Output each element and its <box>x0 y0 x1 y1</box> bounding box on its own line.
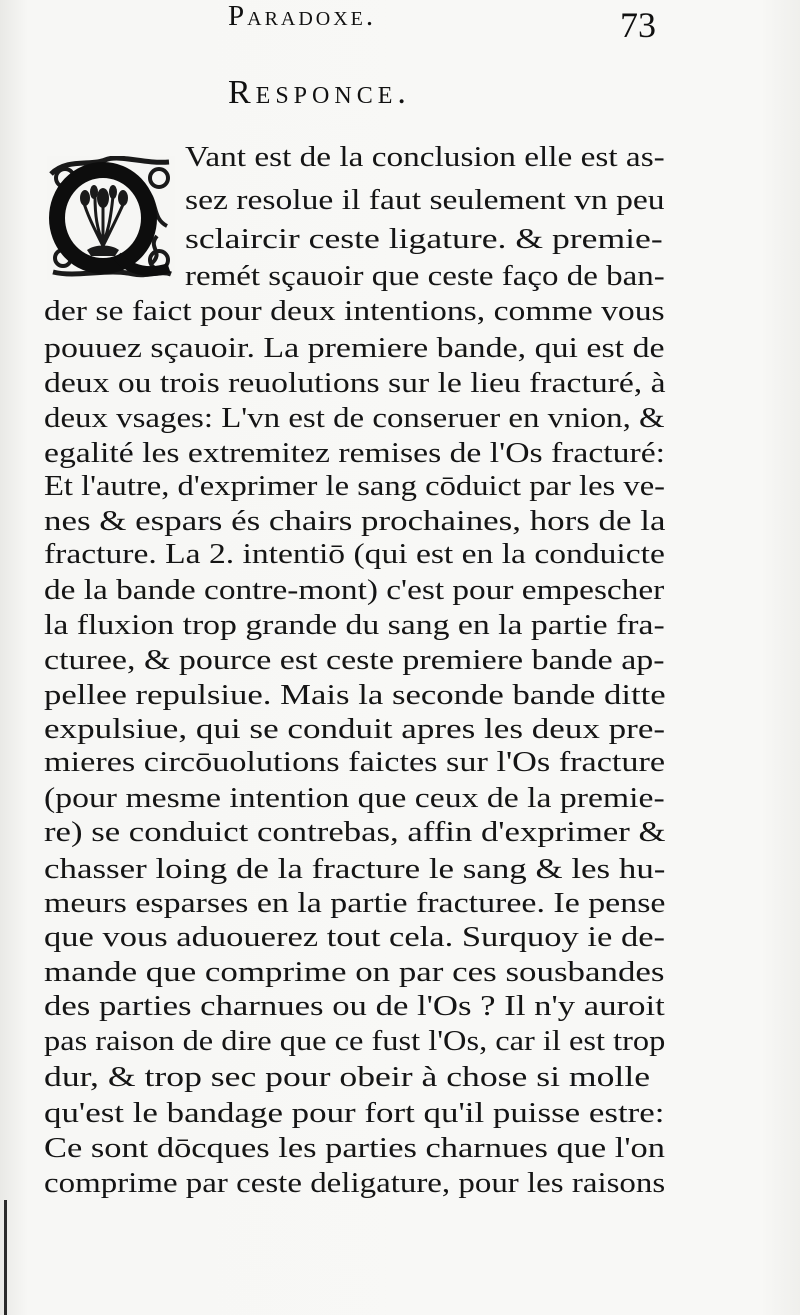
text-line: la fluxion trop grande du sang en la partie fra- <box>44 610 665 641</box>
page-header <box>0 0 800 48</box>
text-line: mieres circōuolutions faictes sur l'Os fracture <box>44 747 666 778</box>
text-line: pas raison de dire que ce fust l'Os, car il est trop <box>44 1026 666 1057</box>
text-line: deux vsages: L'vn est de conseruer en vnion, & <box>44 403 665 434</box>
text-line: comprime par ceste deligature, pour les raisons <box>44 1168 666 1199</box>
text-line: remét sçauoir que ceste faço de ban- <box>185 261 665 292</box>
text-line: pouuez sçauoir. La premiere bande, qui est de <box>44 333 665 364</box>
decorated-initial-q-icon <box>47 156 175 280</box>
text-line: Et l'autre, d'exprimer le sang cōduict par les ve- <box>44 471 666 502</box>
text-line: chasser loing de la fracture le sang & les hu- <box>44 854 666 885</box>
text-line: pellee repulsiue. Mais la seconde bande ditte <box>44 680 666 711</box>
text-line: (pour mesme intention que ceux de la premie- <box>44 783 665 814</box>
text-line: egalité les extremitez remises de l'Os fracturé: <box>44 438 666 469</box>
text-line: deux ou trois reuolutions sur le lieu fracturé, à <box>44 368 666 399</box>
text-line: Ce sont dōcques les parties charnues que l'on <box>44 1133 665 1164</box>
section-title: Responce. <box>228 74 411 111</box>
text-line: des parties charnues ou de l'Os ? Il n'y auroit <box>44 991 665 1022</box>
text-line: qu'est le bandage pour fort qu'il puisse estre: <box>44 1098 665 1129</box>
text-line: meurs esparses en la partie fracturee. Ie pense <box>44 888 666 919</box>
text-line: fracture. La 2. intentiō (qui est en la conduicte <box>44 539 665 570</box>
text-line: Vant est de la conclusion elle est as- <box>185 142 665 173</box>
text-line: dur, & trop sec pour obeir à chose si molle <box>44 1062 651 1093</box>
text-line: re) se conduict contrebas, affin d'exprimer & <box>44 817 666 848</box>
text-line: mande que comprime on par ces sousbandes <box>44 957 665 988</box>
text-line: sez resolue il faut seulement vn peu <box>185 185 665 216</box>
page-number: 73 <box>620 5 656 45</box>
binding-edge <box>4 1200 7 1315</box>
text-line: de la bande contre-mont) c'est pour empescher <box>44 575 665 606</box>
text-line: nes & espars és chairs prochaines, hors de la <box>44 506 666 537</box>
text-line: que vous aduouerez tout cela. Surquoy ie de- <box>44 922 666 953</box>
text-line: cturee, & pource est ceste premiere bande ap- <box>44 645 665 676</box>
text-line: expulsiue, qui se conduit apres les deux pre- <box>44 714 666 745</box>
running-head: Paradoxe. <box>228 0 377 32</box>
text-line: der se faict pour deux intentions, comme vous <box>44 296 665 327</box>
text-line: sclaircir ceste ligature. & premie- <box>185 224 663 255</box>
